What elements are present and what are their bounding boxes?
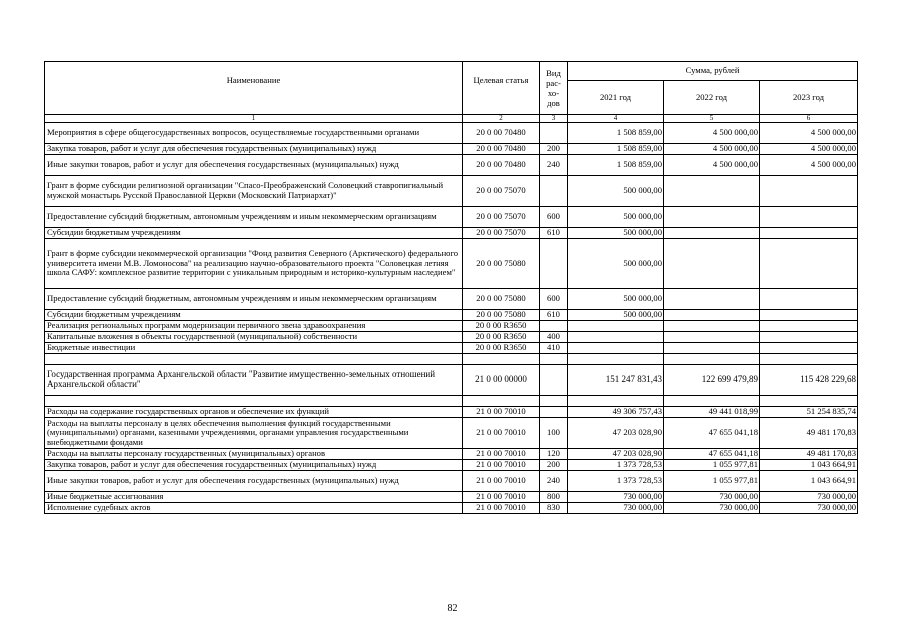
cell-target-article: 21 0 00 70010 bbox=[463, 492, 540, 503]
cell-sum-2023: 4 500 000,00 bbox=[760, 144, 858, 155]
cell-name: Грант в форме субсидии религиозной организации "Спасо-Преображенский Соловецкий ставропигиальный мужской монастырь Русской Православной Церкви (Московский Патриархат)" bbox=[45, 176, 463, 207]
column-index: 5 bbox=[664, 115, 760, 123]
column-index: 2 bbox=[463, 115, 540, 123]
column-index: 1 bbox=[45, 115, 463, 123]
cell-name: Иные бюджетные ассигнования bbox=[45, 492, 463, 503]
cell-target-article: 20 0 00 75080 bbox=[463, 310, 540, 321]
table-row bbox=[45, 310, 858, 321]
cell-target-article: 20 0 00 75070 bbox=[463, 207, 540, 228]
column-index: 6 bbox=[760, 115, 858, 123]
cell-expense-type: 240 bbox=[540, 155, 568, 176]
cell-sum-2021: 1 508 859,00 bbox=[568, 123, 664, 144]
cell-sum-2023 bbox=[760, 176, 858, 207]
cell-name: Предоставление субсидий бюджетным, автономным учреждениям и иным некоммерческим организациям bbox=[45, 289, 463, 310]
cell-target-article: 21 0 00 70010 bbox=[463, 407, 540, 418]
cell-expense-type: 200 bbox=[540, 144, 568, 155]
cell-sum-2021: 730 000,00 bbox=[568, 492, 664, 503]
cell-sum-2021 bbox=[568, 396, 664, 407]
table-row bbox=[45, 123, 858, 144]
cell-target-article: 20 0 00 70480 bbox=[463, 155, 540, 176]
cell-sum-2021: 151 247 831,43 bbox=[568, 365, 664, 396]
cell-name: Субсидии бюджетным учреждениям bbox=[45, 310, 463, 321]
cell-expense-type: 830 bbox=[540, 503, 568, 514]
cell-sum-2021 bbox=[568, 343, 664, 354]
cell-sum-2023 bbox=[760, 321, 858, 332]
cell-target-article: 21 0 00 70010 bbox=[463, 418, 540, 449]
cell-sum-2022 bbox=[664, 321, 760, 332]
table-row bbox=[45, 460, 858, 471]
table-row bbox=[45, 418, 858, 449]
cell-name: Субсидии бюджетным учреждениям bbox=[45, 228, 463, 239]
header-year-2021: 2021 год bbox=[568, 81, 664, 115]
cell-expense-type: 100 bbox=[540, 418, 568, 449]
cell-sum-2023 bbox=[760, 239, 858, 289]
cell-target-article: 21 0 00 70010 bbox=[463, 449, 540, 460]
table-row bbox=[45, 176, 858, 207]
cell-expense-type bbox=[540, 407, 568, 418]
cell-name: Расходы на выплаты персоналу в целях обеспечения выполнения функций государственными (муниципальными) органами, казенными учреждениями, органами управления государственными внебюджетными фондами bbox=[45, 418, 463, 449]
cell-expense-type bbox=[540, 365, 568, 396]
table-row bbox=[45, 332, 858, 343]
column-index: 4 bbox=[568, 115, 664, 123]
cell-target-article bbox=[463, 354, 540, 365]
cell-sum-2023: 115 428 229,68 bbox=[760, 365, 858, 396]
cell-name bbox=[45, 354, 463, 365]
cell-sum-2021: 1 373 728,53 bbox=[568, 471, 664, 492]
cell-sum-2021: 730 000,00 bbox=[568, 503, 664, 514]
cell-target-article: 21 0 00 70010 bbox=[463, 460, 540, 471]
cell-name: Иные закупки товаров, работ и услуг для обеспечения государственных (муниципальных) нужд bbox=[45, 155, 463, 176]
cell-sum-2023 bbox=[760, 289, 858, 310]
cell-name bbox=[45, 396, 463, 407]
cell-sum-2022 bbox=[664, 207, 760, 228]
column-index-row bbox=[45, 115, 858, 123]
table-row bbox=[45, 228, 858, 239]
cell-sum-2023: 4 500 000,00 bbox=[760, 123, 858, 144]
cell-sum-2023: 730 000,00 bbox=[760, 492, 858, 503]
table-row bbox=[45, 396, 858, 407]
header-name: Наименование bbox=[45, 62, 463, 115]
cell-name: Исполнение судебных актов bbox=[45, 503, 463, 514]
cell-sum-2022: 4 500 000,00 bbox=[664, 123, 760, 144]
cell-sum-2021 bbox=[568, 354, 664, 365]
cell-expense-type bbox=[540, 239, 568, 289]
cell-sum-2023 bbox=[760, 228, 858, 239]
table-header bbox=[45, 62, 858, 123]
cell-target-article: 21 0 00 00000 bbox=[463, 365, 540, 396]
cell-sum-2023 bbox=[760, 396, 858, 407]
table-row bbox=[45, 155, 858, 176]
cell-name: Закупка товаров, работ и услуг для обеспечения государственных (муниципальных) нужд bbox=[45, 460, 463, 471]
cell-expense-type bbox=[540, 123, 568, 144]
cell-sum-2023 bbox=[760, 354, 858, 365]
header-year-2023: 2023 год bbox=[760, 81, 858, 115]
cell-sum-2021 bbox=[568, 332, 664, 343]
cell-sum-2021: 47 203 028,90 bbox=[568, 418, 664, 449]
cell-sum-2022: 49 441 018,99 bbox=[664, 407, 760, 418]
cell-expense-type: 610 bbox=[540, 310, 568, 321]
table-row bbox=[45, 321, 858, 332]
cell-sum-2022: 122 699 479,89 bbox=[664, 365, 760, 396]
table-row bbox=[45, 471, 858, 492]
cell-name: Капитальные вложения в объекты государственной (муниципальной) собственности bbox=[45, 332, 463, 343]
header-expense-type: Вид рас-хо-дов bbox=[540, 62, 568, 115]
cell-name: Расходы на выплаты персоналу государственных (муниципальных) органов bbox=[45, 449, 463, 460]
cell-target-article: 20 0 00 75070 bbox=[463, 228, 540, 239]
cell-sum-2022 bbox=[664, 239, 760, 289]
page-number: 82 bbox=[447, 603, 458, 614]
table-row bbox=[45, 144, 858, 155]
cell-sum-2022: 1 055 977,81 bbox=[664, 460, 760, 471]
cell-sum-2022: 4 500 000,00 bbox=[664, 155, 760, 176]
cell-sum-2022: 1 055 977,81 bbox=[664, 471, 760, 492]
cell-target-article: 20 0 00 75080 bbox=[463, 289, 540, 310]
cell-sum-2021: 500 000,00 bbox=[568, 176, 664, 207]
cell-sum-2021: 1 508 859,00 bbox=[568, 155, 664, 176]
cell-target-article bbox=[463, 396, 540, 407]
table-row bbox=[45, 365, 858, 396]
cell-target-article: 20 0 00 R3650 bbox=[463, 332, 540, 343]
cell-sum-2021: 49 306 757,43 bbox=[568, 407, 664, 418]
table-row bbox=[45, 503, 858, 514]
cell-sum-2023 bbox=[760, 207, 858, 228]
cell-name: Предоставление субсидий бюджетным, автономным учреждениям и иным некоммерческим организациям bbox=[45, 207, 463, 228]
table-row bbox=[45, 492, 858, 503]
cell-expense-type: 410 bbox=[540, 343, 568, 354]
cell-sum-2021: 500 000,00 bbox=[568, 239, 664, 289]
column-index: 3 bbox=[540, 115, 568, 123]
cell-expense-type: 800 bbox=[540, 492, 568, 503]
cell-target-article: 21 0 00 70010 bbox=[463, 503, 540, 514]
cell-target-article: 20 0 00 75080 bbox=[463, 239, 540, 289]
cell-name: Грант в форме субсидии некоммерческой организации "Фонд развития Северного (Арктического) федерального университета имени М.В. Ломоносова" на реализацию научно-образовательного проекта "Соловецкая летняя школа САФУ: комплексное развитие территории с уникальным природным и историко-культурным наследием" bbox=[45, 239, 463, 289]
header-year-2022: 2022 год bbox=[664, 81, 760, 115]
cell-target-article: 20 0 00 R3650 bbox=[463, 343, 540, 354]
table-row bbox=[45, 354, 858, 365]
cell-sum-2023: 4 500 000,00 bbox=[760, 155, 858, 176]
cell-sum-2023: 49 481 170,83 bbox=[760, 449, 858, 460]
cell-target-article: 20 0 00 70480 bbox=[463, 144, 540, 155]
cell-expense-type bbox=[540, 396, 568, 407]
cell-sum-2022: 47 655 041,18 bbox=[664, 418, 760, 449]
cell-sum-2023 bbox=[760, 332, 858, 343]
cell-target-article: 20 0 00 70480 bbox=[463, 123, 540, 144]
table-row bbox=[45, 289, 858, 310]
table-body bbox=[45, 123, 858, 514]
cell-sum-2021: 500 000,00 bbox=[568, 310, 664, 321]
cell-name: Бюджетные инвестиции bbox=[45, 343, 463, 354]
cell-name: Мероприятия в сфере общегосударственных вопросов, осуществляемые государственными органами bbox=[45, 123, 463, 144]
cell-sum-2022 bbox=[664, 310, 760, 321]
cell-expense-type: 600 bbox=[540, 289, 568, 310]
header-target-article: Целевая статья bbox=[463, 62, 540, 115]
cell-sum-2023: 51 254 835,74 bbox=[760, 407, 858, 418]
table-row bbox=[45, 207, 858, 228]
cell-sum-2022 bbox=[664, 332, 760, 343]
cell-sum-2023 bbox=[760, 343, 858, 354]
cell-sum-2022 bbox=[664, 343, 760, 354]
cell-expense-type: 400 bbox=[540, 332, 568, 343]
header-sum: Сумма, рублей bbox=[568, 62, 858, 81]
cell-target-article: 20 0 00 R3650 bbox=[463, 321, 540, 332]
table-row bbox=[45, 239, 858, 289]
cell-sum-2021: 1 508 859,00 bbox=[568, 144, 664, 155]
cell-name: Реализация региональных программ модернизации первичного звена здравоохранения bbox=[45, 321, 463, 332]
cell-sum-2023: 730 000,00 bbox=[760, 503, 858, 514]
cell-expense-type: 200 bbox=[540, 460, 568, 471]
cell-sum-2022: 730 000,00 bbox=[664, 492, 760, 503]
cell-expense-type: 610 bbox=[540, 228, 568, 239]
cell-expense-type bbox=[540, 321, 568, 332]
table-row bbox=[45, 343, 858, 354]
cell-sum-2022 bbox=[664, 289, 760, 310]
cell-sum-2022: 47 655 041,18 bbox=[664, 449, 760, 460]
cell-sum-2021: 500 000,00 bbox=[568, 289, 664, 310]
cell-sum-2022: 4 500 000,00 bbox=[664, 144, 760, 155]
cell-name: Закупка товаров, работ и услуг для обеспечения государственных (муниципальных) нужд bbox=[45, 144, 463, 155]
cell-name: Расходы на содержание государственных органов и обеспечение их функций bbox=[45, 407, 463, 418]
cell-sum-2022 bbox=[664, 354, 760, 365]
cell-sum-2021: 500 000,00 bbox=[568, 207, 664, 228]
cell-sum-2022 bbox=[664, 228, 760, 239]
cell-name: Иные закупки товаров, работ и услуг для обеспечения государственных (муниципальных) нужд bbox=[45, 471, 463, 492]
cell-sum-2021: 500 000,00 bbox=[568, 228, 664, 239]
cell-sum-2023 bbox=[760, 310, 858, 321]
cell-sum-2021 bbox=[568, 321, 664, 332]
cell-expense-type: 240 bbox=[540, 471, 568, 492]
cell-sum-2023: 49 481 170,83 bbox=[760, 418, 858, 449]
cell-target-article: 21 0 00 70010 bbox=[463, 471, 540, 492]
table-row bbox=[45, 407, 858, 418]
cell-name: Государственная программа Архангельской области "Развитие имущественно-земельных отношений Архангельской области" bbox=[45, 365, 463, 396]
table-row bbox=[45, 449, 858, 460]
cell-sum-2021: 1 373 728,53 bbox=[568, 460, 664, 471]
cell-expense-type: 120 bbox=[540, 449, 568, 460]
cell-target-article: 20 0 00 75070 bbox=[463, 176, 540, 207]
cell-sum-2022 bbox=[664, 176, 760, 207]
budget-table bbox=[44, 61, 858, 514]
cell-sum-2023: 1 043 664,91 bbox=[760, 471, 858, 492]
cell-expense-type: 600 bbox=[540, 207, 568, 228]
cell-sum-2022 bbox=[664, 396, 760, 407]
cell-expense-type bbox=[540, 354, 568, 365]
cell-sum-2021: 47 203 028,90 bbox=[568, 449, 664, 460]
cell-sum-2023: 1 043 664,91 bbox=[760, 460, 858, 471]
cell-expense-type bbox=[540, 176, 568, 207]
cell-sum-2022: 730 000,00 bbox=[664, 503, 760, 514]
